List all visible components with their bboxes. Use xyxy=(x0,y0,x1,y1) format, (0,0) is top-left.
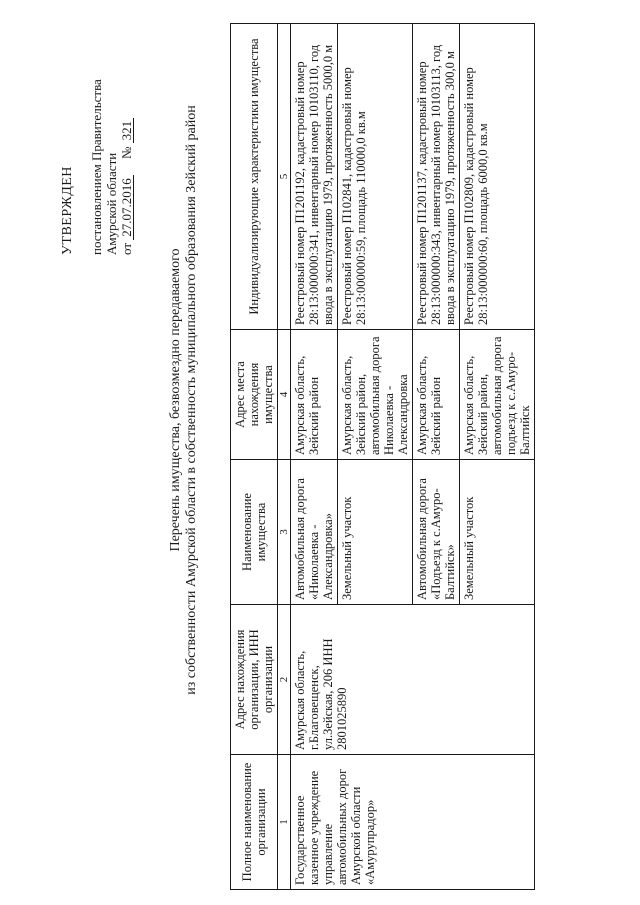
header-property-name: Наименование имущества xyxy=(231,460,278,605)
column-number: 4 xyxy=(278,330,291,460)
org-name-cell: Государственное казенное учреждение управление автомобильных дорог Амурской области «Амурупрадор» xyxy=(291,755,535,890)
property-address-cell: Амурская область, Зейский район, автомобильная дорога подъезд к с.Амуро-Балтийск xyxy=(460,330,535,460)
property-address-cell: Амурская область, Зейский район xyxy=(413,330,460,460)
number-prefix: № xyxy=(119,146,134,159)
column-number: 1 xyxy=(278,755,291,890)
property-details-cell: Реестровый номер П102809, кадастровый номер 28:13:000000:60, площадь 6000,0 кв.м xyxy=(460,24,535,330)
property-name-cell: Автомобильная дорога «Николаевка - Александровка» xyxy=(291,460,338,605)
approval-stamp xyxy=(60,10,134,255)
property-name-cell: Земельный участок xyxy=(338,460,413,605)
title-line-2: из собственности Амурской области в собственность муниципального образования Зейский район xyxy=(184,105,199,695)
column-number: 3 xyxy=(278,460,291,605)
property-name-cell: Земельный участок xyxy=(460,460,535,605)
approval-date-line xyxy=(119,10,134,255)
approval-line-1: постановлением Правительства xyxy=(89,79,104,255)
approval-heading: УТВЕРЖДЕН xyxy=(60,166,75,255)
title-line-1: Перечень имущества, безвозмездно передаваемого xyxy=(168,248,183,552)
date-prefix: от xyxy=(119,242,134,255)
column-number: 2 xyxy=(278,605,291,755)
header-org-address: Адрес нахождения организации, ИНН организации xyxy=(231,605,278,755)
column-number-row xyxy=(278,24,291,890)
property-table xyxy=(230,23,535,890)
property-details-cell: Реестровый номер П1201137, кадастровый номер 28:13:000000:343, инвентарный номер 10103113, год ввода в эксплуатацию 1979, протяженность 300,0 м xyxy=(413,24,460,330)
table-header-row xyxy=(231,24,278,890)
header-property-details: Индивидуализирующие характеристики имущества xyxy=(231,24,278,330)
org-address-cell: Амурская область, г.Благовещенск, ул.Зейская, 206 ИНН 2801025890 xyxy=(291,605,535,755)
property-address-cell: Амурская область, Зейский район, автомобильная дорога Николаевка - Александровка xyxy=(338,330,413,460)
property-address-cell: Амурская область, Зейский район xyxy=(291,330,338,460)
header-org-name: Полное наименование организации xyxy=(231,755,278,890)
property-name-cell: Автомобильная дорога «Подъезд к с.Амуро-Балтийск» xyxy=(413,460,460,605)
header-property-address: Адрес места нахождения имущества xyxy=(231,330,278,460)
document-title xyxy=(168,5,200,795)
approval-line-2: Амурской области xyxy=(104,152,119,255)
column-number: 5 xyxy=(278,24,291,330)
approval-number: 321 xyxy=(120,118,134,144)
property-details-cell: Реестровый номер П102841, кадастровый номер 28:13:000000:59, площадь 110000,0 кв.м xyxy=(338,24,413,330)
property-details-cell: Реестровый номер П1201192, кадастровый номер 28:13:000000:341, инвентарный номер 10103110, год ввода в эксплуатацию 1979, протяженность 5000,0 м xyxy=(291,24,338,330)
approval-date: 27.07.2016 xyxy=(120,175,134,240)
table-row xyxy=(291,24,338,890)
